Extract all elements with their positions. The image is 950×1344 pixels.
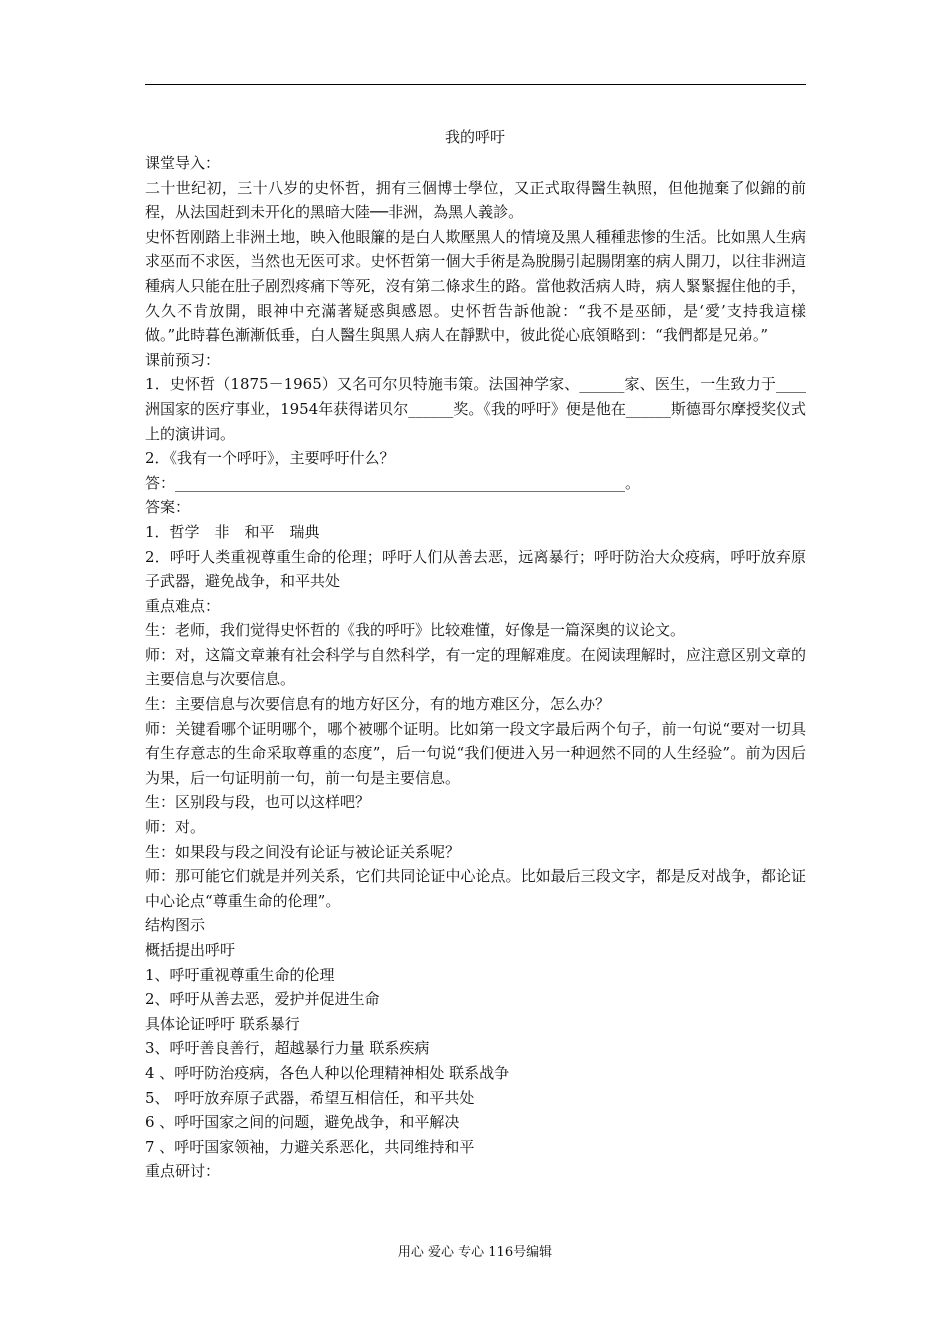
section-heading-intro: 课堂导入： [145,154,221,172]
structure-item: 7 、呼吁国家领袖，力避关系恶化，共同维持和平 [145,1137,475,1156]
dialogue-line: 生：区别段与段，也可以这样吧？ [145,793,371,812]
structure-item: 具体论证呼吁 联系暴行 [145,1014,300,1033]
dialogue-line: 师：关键看哪个证明哪个，哪个被哪个证明。比如第一段文字最后两个句子，前一句说“要对一切具有生存意志的生命采取尊重的态度”，后一句说“我们便进入另一种迥然不同的人生经验”。前为因后为果，后一句证明前一句，前一句是主要信息。 [145,719,806,787]
page-footer: 用心 爱心 专心 116号编辑 [397,1245,553,1260]
preview-answer-blank: 答：____________________________________________________________。 [145,473,641,492]
structure-item: 2、呼吁从善去恶，爱护并促进生命 [145,990,380,1009]
document-body [145,151,806,1184]
dialogue-line: 生：如果段与段之间没有论证与被论证关系呢？ [145,842,461,861]
dialogue-line: 师：对。 [145,818,206,837]
dialogue-line: 师：对，这篇文章兼有社会科学与自然科学，有一定的理解难度。在阅读理解时，应注意区别文章的主要信息与次要信息。 [145,645,806,689]
section-heading-study: 重点研讨： [145,1162,221,1181]
structure-item: 概括提出呼吁 [145,941,236,959]
preview-question-2: 2．《我有一个呼吁》，主要呼吁什么？ [145,449,395,468]
intro-paragraph-2: 史怀哲刚踏上非洲土地，映入他眼簾的是白人欺壓黑人的情境及黑人種種悲惨的生活。比如黑人生病求巫而不求医，当然也无医可求。史怀哲第一個大手術是為脫腸引起腸閉塞的病人開刀，以往非洲這種病人只能在肚子剧烈疼痛下等死，沒有第二條求生的路。當他救活病人時，病人緊緊握住他的手，久久不肯放開，眼神中充滿著疑惑與感恩。史怀哲告訴他說：“我不是巫師，是‘愛’支持我這樣做。”此時暮色漸漸低垂，白人醫生與黑人病人在靜默中，彼此從心底領略到：“我們都是兄弟。” [145,227,806,345]
structure-item: 3、呼吁善良善行，超越暴行力量 联系疾病 [145,1039,430,1058]
answer-1: 1．哲学 非 和平 瑞典 [145,522,320,541]
answer-2: 2．呼吁人类重视尊重生命的伦理；呼吁人们从善去恶，远离暴行；呼吁防治大众疫病，呼吁放弃原子武器，避免战争，和平共处 [145,547,806,591]
section-heading-key-points: 重点难点： [145,596,221,615]
preview-question-1: 1．史怀哲（1875－1965）又名可尔贝特施韦策。法国神学家、______家、医生，一生致力于____洲国家的医疗事业，1954年获得诺贝尔______奖。《我的呼吁》便是他在______斯德哥尔摩授奖仪式上的演讲词。 [145,375,806,443]
dialogue-line: 师：那可能它们就是并列关系，它们共同论证中心论点。比如最后三段文字，都是反对战争，都论证中心论点“尊重生命的伦理”。 [145,867,806,910]
structure-item: 4 、呼吁防治疫病，各色人种以伦理精神相处 联系战争 [145,1063,510,1082]
dialogue-line: 生：主要信息与次要信息有的地方好区分，有的地方难区分，怎么办？ [145,695,611,714]
section-heading-structure: 结构图示 [145,916,206,935]
section-heading-answers: 答案： [145,498,191,517]
structure-item: 1、呼吁重视尊重生命的伦理 [145,965,335,984]
structure-item: 6 、呼吁国家之间的问题，避免战争，和平解决 [145,1113,460,1132]
intro-paragraph-1: 二十世纪初，三十八岁的史怀哲，拥有三個博士學位，又正式取得醫生執照，但他抛棄了似錦的前程，从法国赶到未开化的黑暗大陸──非洲，為黑人義診。 [145,178,806,222]
document-title: 我的呼吁 [444,128,505,146]
structure-item: 5、 呼吁放弃原子武器，希望互相信任，和平共处 [145,1088,475,1107]
section-heading-preview: 课前预习： [145,350,221,369]
header-rule [145,84,806,85]
dialogue-line: 生：老师，我们觉得史怀哲的《我的呼吁》比较难懂，好像是一篇深奥的议论文。 [145,621,686,640]
